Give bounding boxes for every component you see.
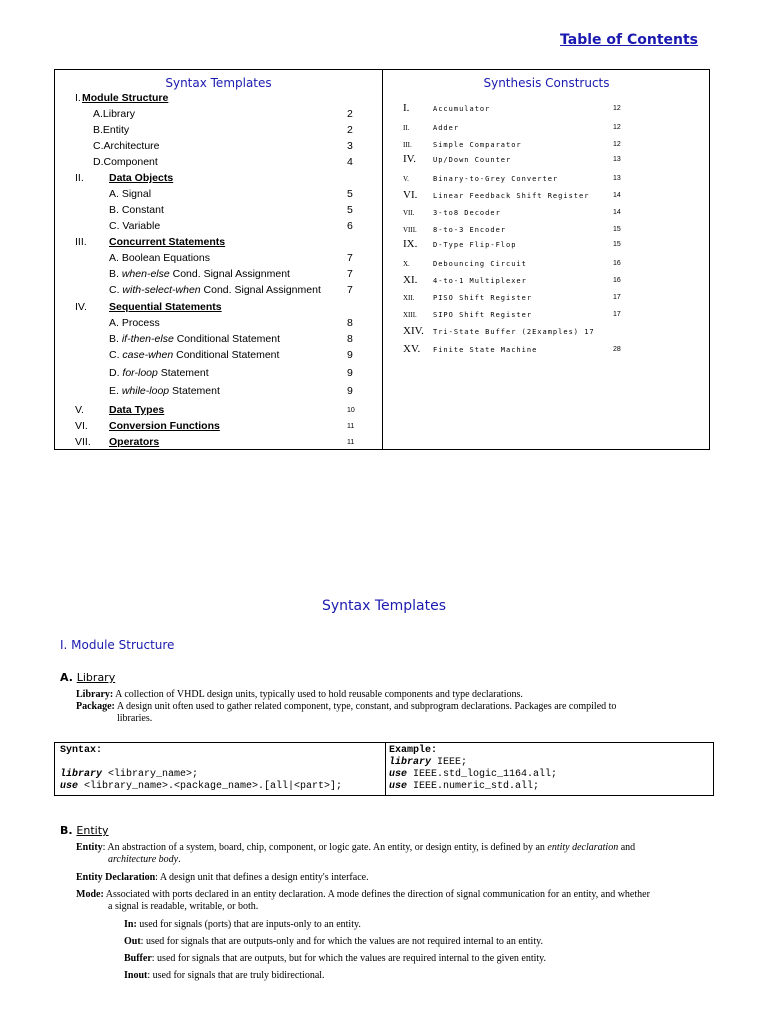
toc-right-item[interactable] <box>383 257 710 271</box>
entity-heading-text: Entity <box>76 824 109 837</box>
toc-right-label: Debouncing Circuit <box>433 260 527 268</box>
toc-right-item[interactable] <box>383 172 710 186</box>
entity-heading-letter: B. <box>60 824 73 837</box>
toc-right-item[interactable] <box>383 238 710 252</box>
toc-left-item[interactable]: Module Structure <box>82 92 169 104</box>
toc-right-label: 8-to-3 Encoder <box>433 226 507 234</box>
toc-left-item[interactable]: B. Constant <box>109 204 164 216</box>
toc-right-page: 12 <box>613 141 621 148</box>
toc-left-item[interactable]: A.Library <box>93 108 136 120</box>
toc-left-page: 5 <box>347 188 353 200</box>
toc-left-item[interactable]: C. case-when Conditional Statement <box>109 349 280 361</box>
toc-right-roman: II. <box>403 124 410 132</box>
toc-left-page: 7 <box>347 268 353 280</box>
toc-right-label: PISO Shift Register <box>433 294 533 302</box>
toc-left-page: 8 <box>347 317 353 329</box>
toc-left-page: 5 <box>347 204 353 216</box>
package-term: Package: <box>76 701 115 712</box>
section-title: Syntax Templates <box>321 598 447 614</box>
toc-left-roman: V. <box>75 404 84 416</box>
toc-right-page: 12 <box>613 105 621 112</box>
toc-left-item[interactable]: B. when-else Cond. Signal Assignment <box>109 268 290 280</box>
toc-left-page: 6 <box>347 220 353 232</box>
toc-right-item[interactable] <box>383 274 710 288</box>
toc-left-item[interactable]: Data Types <box>109 404 165 416</box>
toc-right-page: 12 <box>613 124 621 131</box>
mode-definition: Mode: Associated with ports declared in an entity declaration. A mode defines the direction of signal communication for an entity, and whether <box>76 889 650 900</box>
toc-right-roman: XII. <box>403 294 415 302</box>
toc-right-page: 15 <box>613 226 621 233</box>
toc-right-label: Linear Feedback Shift Register <box>433 192 590 200</box>
toc-right-label: Simple Comparator <box>433 141 522 149</box>
package-text: A design unit often used to gather related component, type, constant, and subprogram declarations. Packages are compiled to <box>114 701 617 712</box>
toc-left-item[interactable]: Conversion Functions <box>109 420 220 432</box>
toc-left-roman: III. <box>75 236 87 248</box>
toc-right-item[interactable] <box>383 291 710 305</box>
toc-left-item[interactable]: D. for-loop Statement <box>109 367 209 379</box>
toc-right-item[interactable] <box>383 102 710 116</box>
toc-right-label: Adder <box>433 124 460 132</box>
toc-right-page: 14 <box>613 209 621 216</box>
toc-left-page: 2 <box>347 124 353 136</box>
entity-definition: Entity: An abstraction of a system, board, chip, component, or logic gate. An entity, or design entity, is defined by an entity declaration and <box>76 842 636 853</box>
toc-left-roman: IV. <box>75 301 87 313</box>
toc-left-item[interactable]: A. Signal <box>109 188 152 200</box>
toc-right-roman: VII. <box>403 209 415 217</box>
entity-declaration-def: Entity Declaration: A design unit that defines a design entity's interface. <box>76 872 369 883</box>
toc-left-page: 7 <box>347 284 353 296</box>
toc-right-roman: VI. <box>403 189 418 201</box>
toc-right-label: Up/Down Counter <box>433 156 512 164</box>
toc-left-item[interactable]: Concurrent Statements <box>109 236 226 248</box>
syntax-label: Syntax: <box>60 745 103 756</box>
toc-right-label: 4-to-1 Multiplexer <box>433 277 527 285</box>
toc-left-page: 8 <box>347 333 353 345</box>
toc-right-item[interactable] <box>383 343 710 357</box>
toc-right-title: Synthesis Constructs <box>483 76 610 90</box>
mode-definition-cont: a signal is readable, writable, or both. <box>108 901 259 912</box>
toc-right-label: Accumulator <box>433 105 491 113</box>
toc-right-page: 17 <box>613 294 621 301</box>
mode-in: In: used for signals (ports) that are inputs-only to an entity. <box>124 919 361 930</box>
library-term: Library: <box>76 689 114 700</box>
toc-left-page: 9 <box>347 385 353 397</box>
toc-right-label: 3-to8 Decoder <box>433 209 501 217</box>
toc-left-item[interactable]: C.Architecture <box>93 140 160 152</box>
toc-right-label: Finite State Machine <box>433 346 538 354</box>
mode-out: Out: used for signals that are outputs-only and for which the values are not required internal to an entity. <box>124 936 543 947</box>
toc-left-item[interactable]: C. with-select-when Cond. Signal Assignment <box>109 284 321 296</box>
toc-left-item[interactable]: Data Objects <box>109 172 174 184</box>
package-definition <box>76 701 696 713</box>
toc-right-page: 16 <box>613 260 621 267</box>
toc-right-page: 28 <box>613 346 621 353</box>
toc-left-roman: I. <box>75 92 81 104</box>
toc-left-item[interactable]: A. Process <box>109 317 160 329</box>
toc-left-item[interactable]: A. Boolean Equations <box>109 252 210 264</box>
toc-right-roman: VIII. <box>403 226 417 234</box>
toc-right-roman: XIII. <box>403 311 417 319</box>
toc-right-item[interactable] <box>383 138 710 152</box>
syntax-line-1: library <library_name>; <box>60 769 199 780</box>
toc-left-roman: VI. <box>75 420 88 432</box>
toc-left-page: 9 <box>347 367 353 379</box>
toc-right-page: 17 <box>613 311 621 318</box>
toc-left-page: 11 <box>347 439 355 446</box>
example-line-3: use IEEE.numeric_std.all; <box>389 781 540 792</box>
library-heading <box>60 671 115 684</box>
toc-right-page: 16 <box>613 277 621 284</box>
library-text: A collection of VHDL design units, typically used to hold reusable components and type declarations. <box>113 689 523 700</box>
toc-right-label: SIPO Shift Register <box>433 311 533 319</box>
library-heading-letter: A. <box>60 671 73 684</box>
toc-right-item[interactable] <box>383 325 710 339</box>
toc-right-roman: III. <box>403 141 412 149</box>
toc-left-page: 10 <box>347 407 355 414</box>
library-heading-text: Library <box>76 671 116 684</box>
toc-left-page: 2 <box>347 108 353 120</box>
example-label: Example: <box>389 745 438 756</box>
library-code-box <box>54 742 714 796</box>
toc-left-page: 3 <box>347 140 353 152</box>
toc-left-page: 9 <box>347 349 353 361</box>
toc-right-item[interactable] <box>383 308 710 322</box>
entity-definition-cont: architecture body. <box>108 854 181 865</box>
toc-left-page: 11 <box>347 423 355 430</box>
toc-right-roman: I. <box>403 102 410 114</box>
code-divider <box>385 743 386 795</box>
toc-title: Table of Contents <box>560 32 699 48</box>
package-text-cont: libraries. <box>117 713 153 724</box>
toc-left-item[interactable]: B.Entity <box>93 124 130 136</box>
mode-inout: Inout: used for signals that are truly bidirectional. <box>124 970 325 981</box>
toc-right-page: 14 <box>613 192 621 199</box>
subsection-title: I. Module Structure <box>60 638 175 652</box>
toc-right-page: 15 <box>613 241 621 248</box>
syntax-line-2: use <library_name>.<package_name>.[all|<part>]; <box>60 781 343 792</box>
toc-right-roman: XI. <box>403 274 418 286</box>
toc-right-roman: X. <box>403 260 410 268</box>
toc-right-roman: XV. <box>403 343 421 355</box>
toc-left-page: 4 <box>347 156 353 168</box>
toc-left-item[interactable]: E. while-loop Statement <box>109 385 220 397</box>
toc-right-item[interactable] <box>383 223 710 237</box>
toc-left-roman: II. <box>75 172 84 184</box>
toc-right-item[interactable] <box>383 206 710 220</box>
toc-right-item[interactable] <box>383 189 710 203</box>
toc-right-label: Tri-State Buffer (2Examples) 17 <box>433 328 595 336</box>
toc-left-title: Syntax Templates <box>165 76 272 90</box>
toc-left-item[interactable]: Sequential Statements <box>109 301 222 313</box>
toc-right-item[interactable] <box>383 121 710 135</box>
toc-left-item[interactable]: Operators <box>109 436 160 448</box>
toc-left-item[interactable]: D.Component <box>93 156 158 168</box>
example-line-1: library IEEE; <box>389 757 468 768</box>
library-definition <box>76 689 696 701</box>
toc-right-page: 13 <box>613 175 621 182</box>
toc-right-item[interactable] <box>383 153 710 167</box>
toc-right-roman: IV. <box>403 153 416 165</box>
toc-left-roman: VII. <box>75 436 91 448</box>
toc-left-page: 7 <box>347 252 353 264</box>
toc-left-item[interactable]: C. Variable <box>109 220 161 232</box>
toc-right-roman: V. <box>403 175 409 183</box>
entity-heading <box>60 824 109 837</box>
example-line-2: use IEEE.std_logic_1164.all; <box>389 769 558 780</box>
toc-right-label: Binary-to-Grey Converter <box>433 175 559 183</box>
toc-left-item[interactable]: B. if-then-else Conditional Statement <box>109 333 281 345</box>
toc-right-label: D-Type Flip-Flop <box>433 241 517 249</box>
toc-right-roman: IX. <box>403 238 418 250</box>
toc-right-page: 13 <box>613 156 621 163</box>
mode-buffer: Buffer: used for signals that are outputs, but for which the values are required internal to the given entity. <box>124 953 547 964</box>
toc-right-roman: XIV. <box>403 325 424 337</box>
toc-table <box>54 69 710 450</box>
